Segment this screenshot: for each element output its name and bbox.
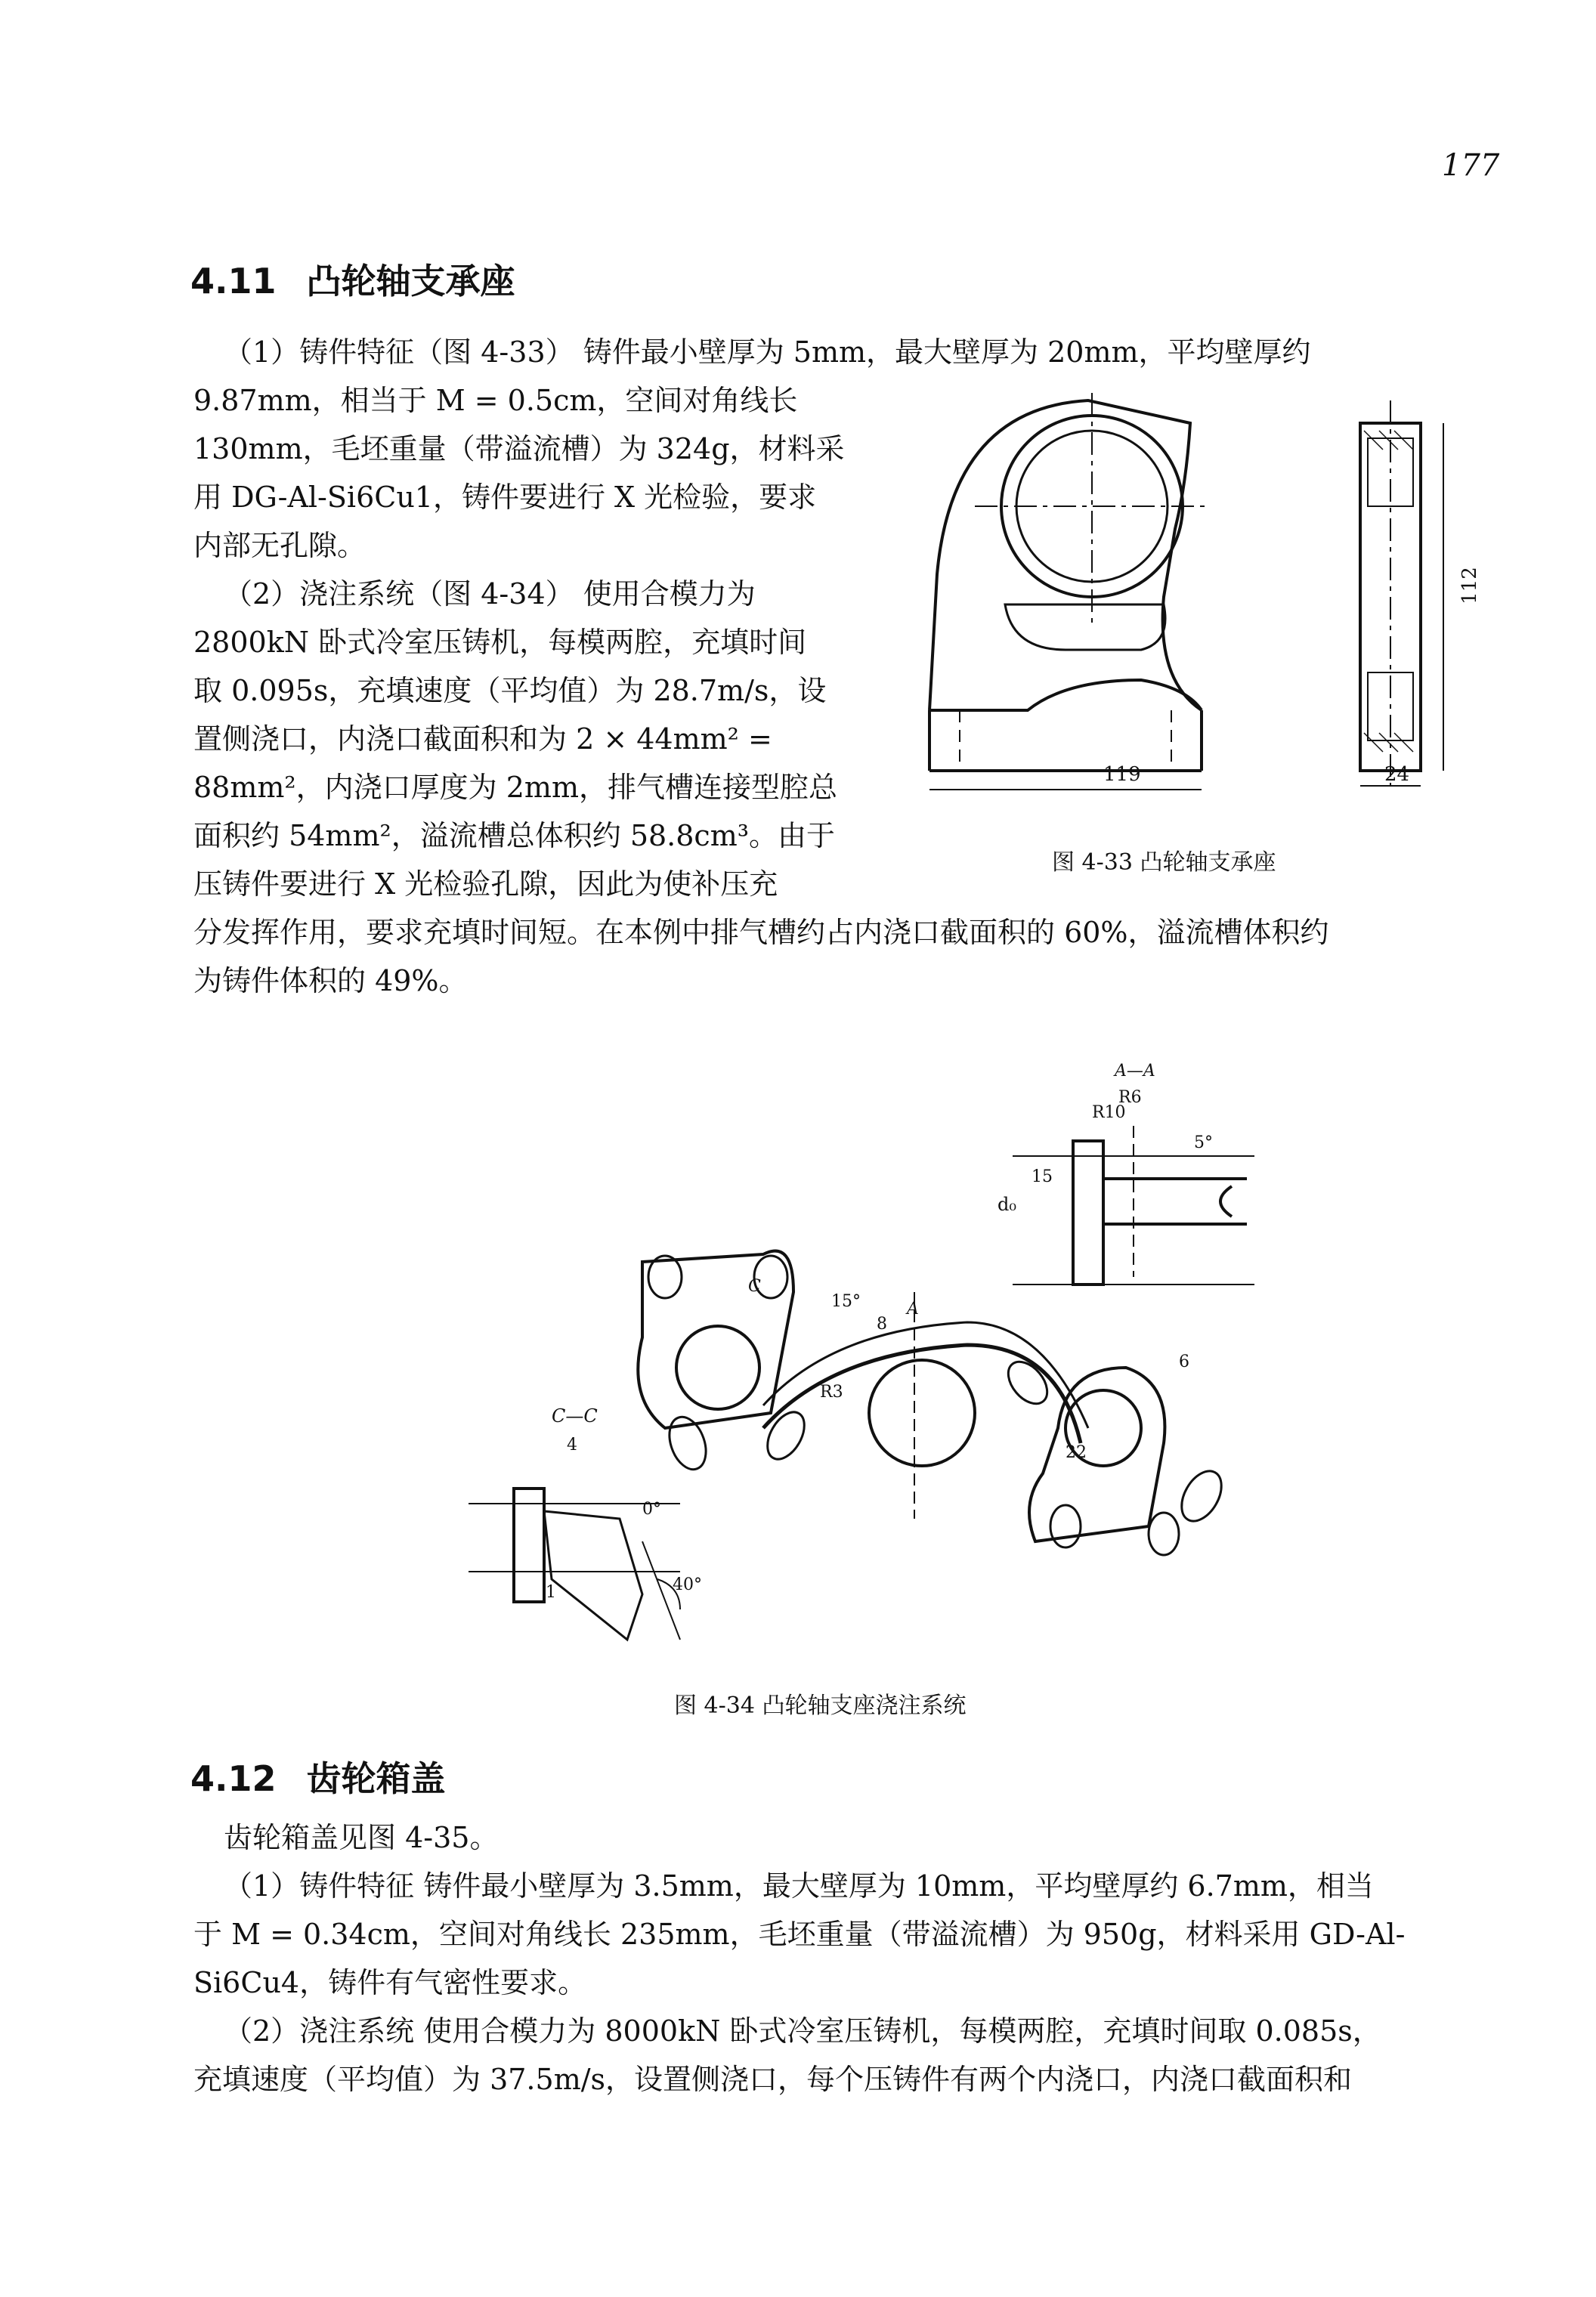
figure-4-34-drawing bbox=[438, 1050, 1254, 1670]
label-22: 22 bbox=[1066, 1443, 1087, 1462]
label-a: A bbox=[907, 1300, 919, 1319]
label-d0: d₀ bbox=[998, 1194, 1016, 1215]
para2-line-7: 压铸件要进行 X 光检验孔隙，因此为使补压充 bbox=[193, 867, 778, 901]
para3-line-3: 于 M = 0.34cm，空间对角线长 235mm，毛坯重量（带溢流槽）为 950g，材料采用 GD-Al- bbox=[193, 1918, 1406, 1951]
label-r3: R3 bbox=[820, 1383, 843, 1402]
label-1: 1 bbox=[546, 1583, 556, 1602]
label-r6: R6 bbox=[1118, 1088, 1142, 1107]
label-4: 4 bbox=[567, 1436, 577, 1455]
para1-line-2: 9.87mm，相当于 M = 0.5cm，空间对角线长 bbox=[193, 384, 798, 417]
para1-line-1: （1）铸件特征（图 4-33） 铸件最小壁厚为 5mm，最大壁厚为 20mm，平均壁厚约 bbox=[224, 335, 1311, 369]
label-0deg: 0° bbox=[642, 1500, 661, 1519]
para2-line-8: 分发挥作用，要求充填时间短。在本例中排气槽约占内浇口截面积的 60%，溢流槽体积约 bbox=[193, 916, 1329, 949]
figure-4-33-drawing bbox=[914, 378, 1458, 801]
para2-line-1: （2）浇注系统（图 4-34） 使用合模力为 bbox=[224, 577, 756, 611]
para1-line-4: 用 DG-Al-Si6Cu1，铸件要进行 X 光检验，要求 bbox=[193, 481, 817, 514]
section-heading-4-12 bbox=[190, 1751, 446, 1801]
dim-side-24: 24 bbox=[1384, 763, 1410, 786]
para3-line-4: Si6Cu4，铸件有气密性要求。 bbox=[193, 1966, 587, 1999]
label-r10: R10 bbox=[1092, 1103, 1126, 1122]
figure-4-34-caption: 图 4-34 凸轮轴支座浇注系统 bbox=[674, 1693, 967, 1719]
para3-line-1: 齿轮箱盖见图 4-35。 bbox=[224, 1821, 499, 1854]
label-40deg: 40° bbox=[673, 1575, 702, 1594]
page-number: 177 bbox=[1442, 148, 1500, 183]
para2-line-2: 2800kN 卧式冷室压铸机，每模两腔，充填时间 bbox=[193, 626, 807, 659]
figure-4-33-caption: 图 4-33 凸轮轴支承座 bbox=[1052, 849, 1276, 876]
label-section-cc: C—C bbox=[552, 1405, 598, 1427]
section-heading-4-11 bbox=[190, 254, 515, 304]
dim-height-112: 112 bbox=[1458, 567, 1481, 604]
label-15deg: 15° bbox=[831, 1292, 861, 1311]
label-5deg: 5° bbox=[1194, 1133, 1213, 1152]
label-section-aa: A—A bbox=[1115, 1062, 1155, 1080]
dim-width-119: 119 bbox=[1103, 763, 1141, 786]
section-title: 齿轮箱盖 bbox=[306, 1758, 446, 1799]
para2-line-9: 为铸件体积的 49%。 bbox=[193, 964, 468, 997]
label-c: C bbox=[748, 1277, 761, 1296]
para2-line-6: 面积约 54mm²，溢流槽总体积约 58.8cm³。由于 bbox=[193, 819, 835, 852]
para3-line-6: 充填速度（平均值）为 37.5m/s，设置侧浇口，每个压铸件有两个内浇口，内浇口截面积和 bbox=[193, 2063, 1353, 2096]
label-15: 15 bbox=[1032, 1167, 1053, 1186]
section-number: 4.12 bbox=[190, 1758, 277, 1799]
section-number: 4.11 bbox=[190, 261, 277, 301]
para2-line-4: 置侧浇口，内浇口截面积和为 2 × 44mm² = bbox=[193, 722, 772, 756]
para3-line-2: （1）铸件特征 铸件最小壁厚为 3.5mm，最大壁厚为 10mm，平均壁厚约 6.7mm，相当 bbox=[224, 1869, 1374, 1903]
para2-line-3: 取 0.095s，充填速度（平均值）为 28.7m/s，设 bbox=[193, 674, 827, 707]
label-8: 8 bbox=[877, 1315, 887, 1334]
para1-line-3: 130mm，毛坯重量（带溢流槽）为 324g，材料采 bbox=[193, 432, 845, 465]
para3-line-5: （2）浇注系统 使用合模力为 8000kN 卧式冷室压铸机，每模两腔，充填时间取 0.085s， bbox=[224, 2014, 1381, 2048]
label-6: 6 bbox=[1179, 1353, 1189, 1371]
section-title: 凸轮轴支承座 bbox=[306, 261, 515, 301]
para2-line-5: 88mm²，内浇口厚度为 2mm，排气槽连接型腔总 bbox=[193, 771, 837, 804]
para1-line-5: 内部无孔隙。 bbox=[193, 529, 367, 562]
